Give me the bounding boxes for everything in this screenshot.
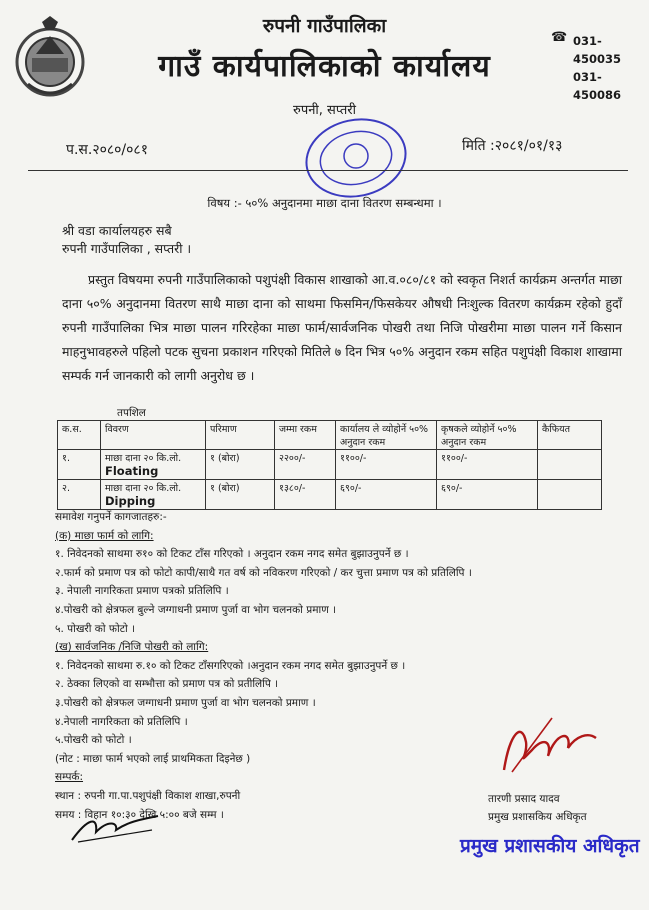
header-divider [28,170,628,171]
list-item: २.फार्म को प्रमाण पत्र को फोटो कापी/साथै गत वर्ष को नविकरण गरिएको / कर चुत्ता प्रमाण पत्र को प्रतिलिपि । [55,566,472,579]
column-header: जम्मा रकम [275,421,336,450]
item-type: Dipping [105,494,156,508]
item-type: Floating [105,464,159,478]
municipality-name: रुपनी गाउँपालिका [262,15,387,37]
cell-farmer-share: ११००/- [437,450,538,480]
item-description: माछा दाना २० कि.लो. [105,483,182,494]
cell-office-share: ६९०/- [336,480,437,510]
required-documents [55,508,472,824]
list-item: ५. पोखरी को फोटो । [55,622,136,635]
list-item: ४.पोखरी को क्षेत्रफल बुल्ने जग्गाधनी प्रमाण पुर्जा वा भोग चलनको प्रमाण । [55,603,337,616]
section-a-title: (क) माछा फार्म को लागि: [55,529,154,542]
phone-number: 031-450035 [573,34,622,66]
office-address: रुपनी, सप्तरी [293,103,356,118]
officer-signature-icon [492,712,602,782]
official-seal-text: प्रमुख प्रशासकीय अधिकृत [460,835,640,857]
letter-date: मिति :२०८१/०१/१३ [462,138,563,154]
signatory-name: तारणी प्रसाद यादव [488,793,560,805]
list-item: २. ठेक्का लिएको वा सम्भौत्ता को प्रमाण पत्र को प्रतीलिपि । [55,678,279,691]
cell-remarks [538,450,602,480]
signatory-block [488,790,587,826]
section-b-title: (ख) सार्वजनिक /निजि पोखरी को लागि: [55,641,209,654]
office-stamp-icon [296,112,416,204]
letter-subject: विषय :- ५०% अनुदानमा माछा दाना वितरण सम्बन्धमा । [207,196,442,210]
table-header-row [58,421,602,450]
phone-icon: ☎ [551,30,568,45]
list-item: ३.पोखरी को क्षेत्रफल जग्गाधनी प्रमाण पुर्जा वा भोग चलनको प्रमाण । [55,696,316,709]
addressee [62,222,191,258]
column-header: कृषकले व्योहोर्ने ५०% अनुदान रकम [437,421,538,450]
cell-remarks [538,480,602,510]
cell-description [101,480,206,510]
list-item: १. निवेदनको साथमा रु.१० को टिकट टाँसगरिएको ।अनुदान रकम नगद समेत बुझाउनुपर्ने छ । [55,659,406,672]
cell-sn: १. [58,450,101,480]
column-header: कार्यालय ले व्योहोर्ने ५०% अनुदान रकम [336,421,437,450]
cell-quantity: १ (बोरा) [206,480,275,510]
list-item: १. निवेदनको साथमा रु१० को टिकट टाँस गरिएको । अनुदान रकम नगद समेत बुझाउनुपर्ने छ । [55,548,409,561]
item-description: माछा दाना २० कि.लो. [105,453,182,464]
office-title: गाउँ कार्यपालिकाको कार्यालय [158,49,491,84]
addressee-line: श्री वडा कार्यालयहरु सबै [62,223,172,238]
cell-sn: २. [58,480,101,510]
list-item: ५.पोखरी को फोटो । [55,734,132,747]
cell-farmer-share: ६९०/- [437,480,538,510]
cell-total: १३८०/- [275,480,336,510]
reference-number: प.स.२०८०/०८१ [66,142,148,158]
addressee-line: रुपनी गाउँपालिका , सप्तरी । [62,241,192,256]
phone-numbers [573,32,649,104]
table-row [58,480,602,510]
secondary-signature-icon [68,808,162,848]
column-header: क.स. [58,421,101,450]
cell-total: २२००/- [275,450,336,480]
contact-time: समय : विहान १०:३० देखि ५:०० बजे सम्म । [55,808,224,821]
note: (नोट : माछा फार्म भएको लाई प्राथमिकता दिइनेछ ) [55,752,251,765]
list-item: ४.नेपाली नागरिकता को प्रतिलिपि । [55,715,188,728]
column-header: विवरण [101,421,206,450]
details-table [57,420,602,510]
letter-body: प्रस्तुत विषयमा रुपनी गाउँपालिकाको पशुपंक्षी विकास शाखाको आ.व.०८०/८१ को स्वकृत निशर्त कार्यक्रम अन्तर्गत माछा दाना ५०% अनुदानमा वितरण साथै माछा दाना को साथमा फिसमिन/फिसकेयर औषधी निःशुल्क वितरण कार्यक्रम रहेको हुदाँ रुपनी गाउँपालिका भित्र माछा पालन गरिरहेका माछा फार्म/सार्वजनिक पोखरी तथा निजि पोखरीमा माछा पालन गर्ने किसान माहनुभावहरुले पहिलो पटक सुचना प्रकाशन गरिएको मितिले ७ दिन भित्र ५०% अनुदान रकम सहित पशुपंक्षी विकाश शाखामा सम्पर्क गर्न जानकारी को लागी अनुरोध छ । [62,272,622,383]
cell-description [101,450,206,480]
cell-quantity: १ (बोरा) [206,450,275,480]
list-item: ३. नेपाली नागरिकता प्रमाण पत्रको प्रतिलिपि । [55,585,229,598]
table-row [58,450,602,480]
cell-office-share: ११००/- [336,450,437,480]
table-caption: तपशिल [117,407,146,419]
phone-number: 031-450086 [573,70,622,102]
documents-heading: समावेश गनुपर्ने कागजातहरु:- [55,511,167,523]
column-header: कैफियत [538,421,602,450]
contact-title: सम्पर्क: [55,771,84,784]
column-header: परिमाण [206,421,275,450]
signatory-title: प्रमुख प्रशासकिय अधिकृत [488,811,587,823]
contact-place: स्थान : रुपनी गा.पा.पशुपंक्षी विकाश शाखा,रुपनी [55,789,241,802]
